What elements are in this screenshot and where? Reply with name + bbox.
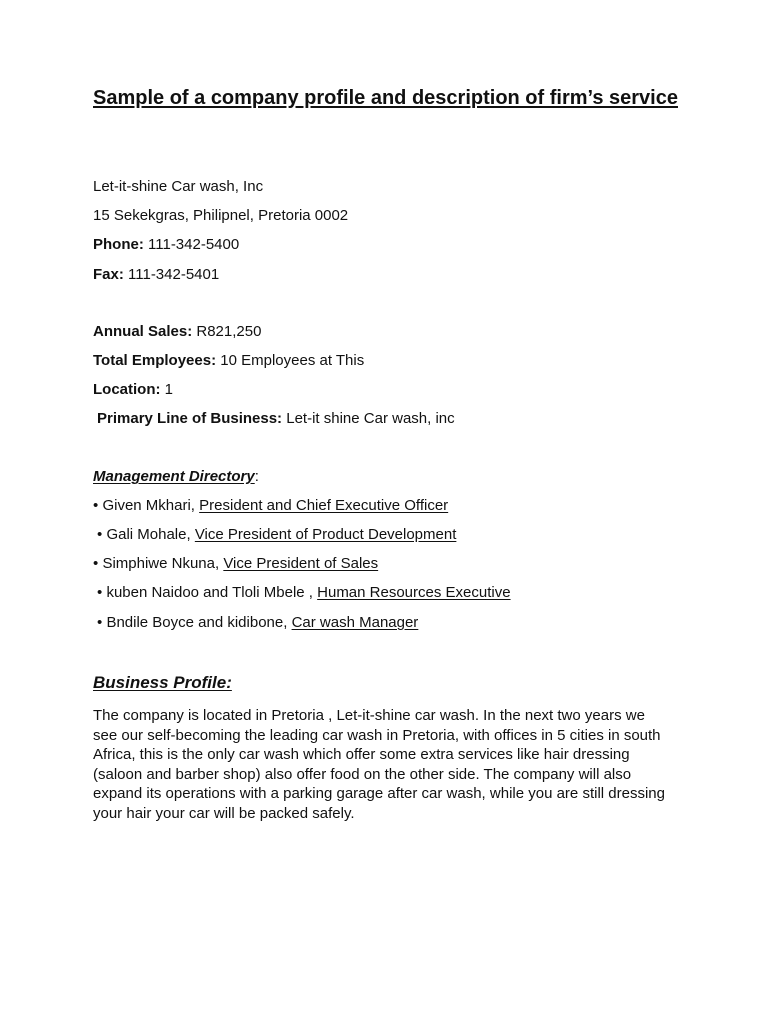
primary-line-line — [97, 410, 455, 428]
entry-name: Given Mkhari, — [102, 497, 195, 514]
entry-role: President and Chief Executive Officer — [199, 497, 449, 514]
entry-name: kuben Naidoo and Tloli Mbele , — [106, 584, 313, 601]
bullet: • — [93, 555, 99, 572]
annual-sales-label: Annual Sales: — [93, 323, 193, 340]
annual-sales-line — [93, 323, 261, 341]
location-line — [93, 381, 173, 399]
company-address: 15 Sekekgras, Philipnel, Pretoria 0002 — [93, 207, 349, 224]
management-heading-line — [93, 468, 259, 486]
entry-role: Car wash Manager — [291, 614, 419, 631]
business-profile-text: The company is located in Pretoria , Let-it-shine car wash. In the next two years we see our self-becoming the leading car wash in Pretoria, with offices in 5 cities in south Africa, this is the only car wash which offer some extra services like hair dressing (saloon and barber shop) also offer food on the other side. The company will also expand its operations with a parking garage after car wash, while you are still dressing your hair your car will be packed safely. — [93, 707, 665, 822]
management-entry — [97, 614, 418, 632]
entry-role: Vice President of Product Development — [194, 526, 457, 543]
bullet: • — [97, 584, 103, 601]
employees-value: 10 Employees at This — [220, 352, 365, 369]
management-entry — [97, 526, 456, 544]
phone-value: 111-342-5400 — [148, 236, 240, 253]
management-heading: Management Directory — [93, 468, 255, 485]
page-title: Sample of a company profile and description of firm’s service — [93, 87, 678, 109]
fax-value: 111-342-5401 — [128, 266, 220, 283]
entry-name: Simphiwe Nkuna, — [102, 555, 220, 572]
bullet: • — [97, 614, 103, 631]
management-entry — [93, 497, 448, 515]
fax-label: Fax: — [93, 266, 124, 283]
location-value: 1 — [164, 381, 174, 398]
fax-line — [93, 266, 219, 284]
management-entry — [97, 584, 511, 602]
location-label: Location: — [93, 381, 161, 398]
entry-name: Bndile Boyce and kidibone, — [106, 614, 288, 631]
primary-line-label: Primary Line of Business: — [97, 410, 283, 427]
entry-role: Human Resources Executive — [317, 584, 511, 601]
entry-role: Vice President of Sales — [223, 555, 379, 572]
annual-sales-value: R821,250 — [196, 323, 262, 340]
business-profile-heading: Business Profile: — [93, 673, 232, 692]
primary-line-value: Let-it shine Car wash, inc — [286, 410, 455, 427]
management-heading-suffix: : — [254, 468, 259, 485]
bullet: • — [97, 526, 103, 543]
management-entry — [93, 555, 378, 573]
employees-line — [93, 352, 364, 370]
phone-line — [93, 236, 239, 254]
bullet: • — [93, 497, 99, 514]
entry-name: Gali Mohale, — [106, 526, 191, 543]
company-name: Let-it-shine Car wash, Inc — [93, 178, 264, 195]
phone-label: Phone: — [93, 236, 144, 253]
employees-label: Total Employees: — [93, 352, 217, 369]
